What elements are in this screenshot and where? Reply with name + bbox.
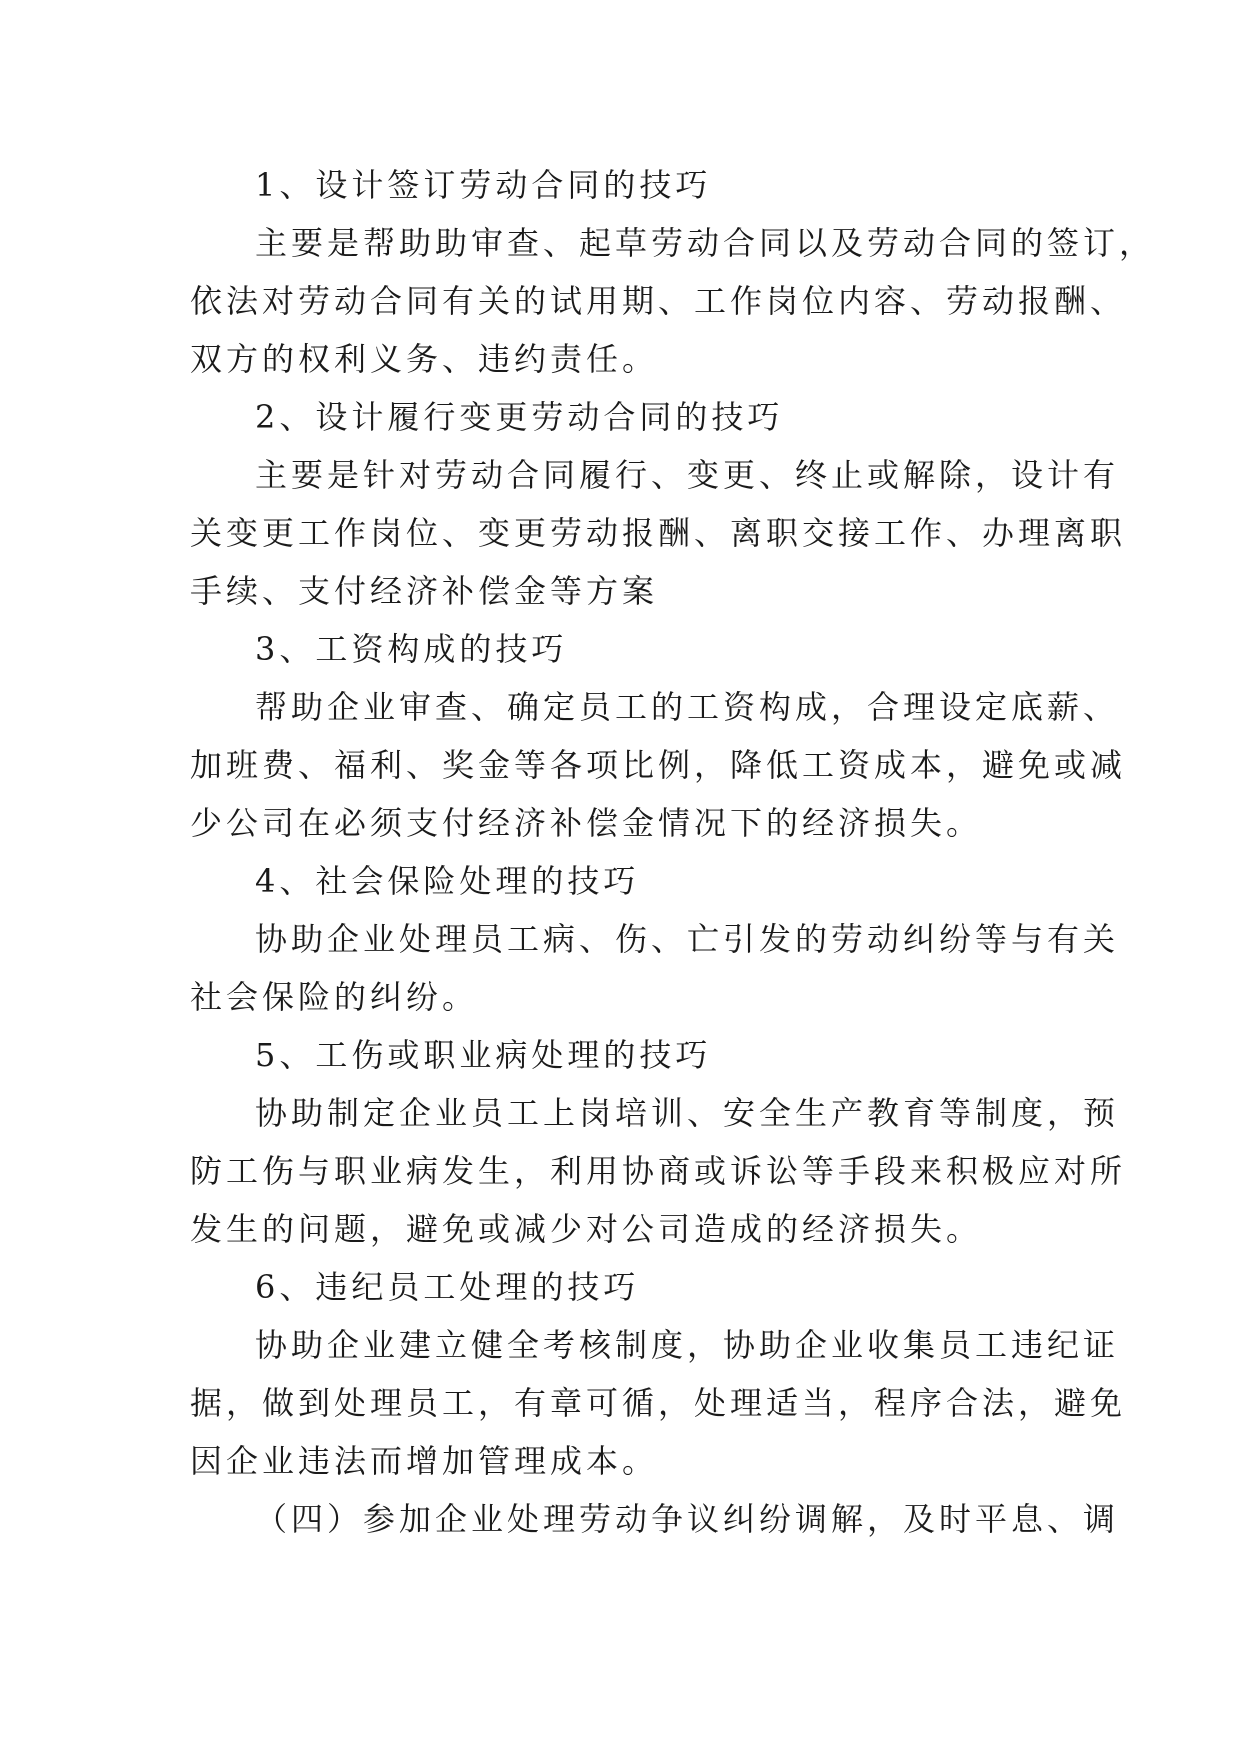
paragraph-line: 防工伤与职业病发生，利用协商或诉讼等手段来积极应对所	[190, 1152, 1127, 1190]
paragraph-line: 因企业违法而增加管理成本。	[190, 1442, 659, 1480]
paragraph-line: 协助制定企业员工上岗培训、安全生产教育等制度，预	[255, 1094, 1120, 1132]
heading-6: 6、违纪员工处理的技巧	[255, 1268, 640, 1306]
heading-1: 1、设计签订劳动合同的技巧	[255, 166, 712, 204]
paragraph-line: 发生的问题，避免或减少对公司造成的经济损失。	[190, 1210, 983, 1248]
heading-2: 2、设计履行变更劳动合同的技巧	[255, 398, 784, 436]
paragraph-line: 协助企业建立健全考核制度，协助企业收集员工违纪证	[255, 1326, 1120, 1364]
paragraph-line: 加班费、福利、奖金等各项比例，降低工资成本，避免或减	[190, 746, 1127, 784]
heading-3: 3、工资构成的技巧	[255, 630, 568, 668]
paragraph-line: 主要是帮助助审查、起草劳动合同以及劳动合同的签订，	[255, 224, 1156, 262]
heading-4: 4、社会保险处理的技巧	[255, 862, 640, 900]
paragraph-line: 关变更工作岗位、变更劳动报酬、离职交接工作、办理离职	[190, 514, 1127, 552]
paragraph-line: 手续、支付经济补偿金等方案	[190, 572, 659, 610]
paragraph-line: 社会保险的纠纷。	[190, 978, 479, 1016]
paragraph-line: 双方的权利义务、违约责任。	[190, 340, 659, 378]
paragraph-line: 帮助企业审查、确定员工的工资构成，合理设定底薪、	[255, 688, 1120, 726]
paragraph-line: 据，做到处理员工，有章可循，处理适当，程序合法，避免	[190, 1384, 1127, 1422]
paragraph-line: 少公司在必须支付经济补偿金情况下的经济损失。	[190, 804, 983, 842]
paragraph-line: 依法对劳动合同有关的试用期、工作岗位内容、劳动报酬、	[190, 282, 1127, 320]
paragraph-line: 协助企业处理员工病、伤、亡引发的劳动纠纷等与有关	[255, 920, 1120, 958]
paragraph-line: 主要是针对劳动合同履行、变更、终止或解除，设计有	[255, 456, 1120, 494]
section-heading: （四）参加企业处理劳动争议纠纷调解，及时平息、调	[255, 1500, 1120, 1538]
heading-5: 5、工伤或职业病处理的技巧	[255, 1036, 712, 1074]
